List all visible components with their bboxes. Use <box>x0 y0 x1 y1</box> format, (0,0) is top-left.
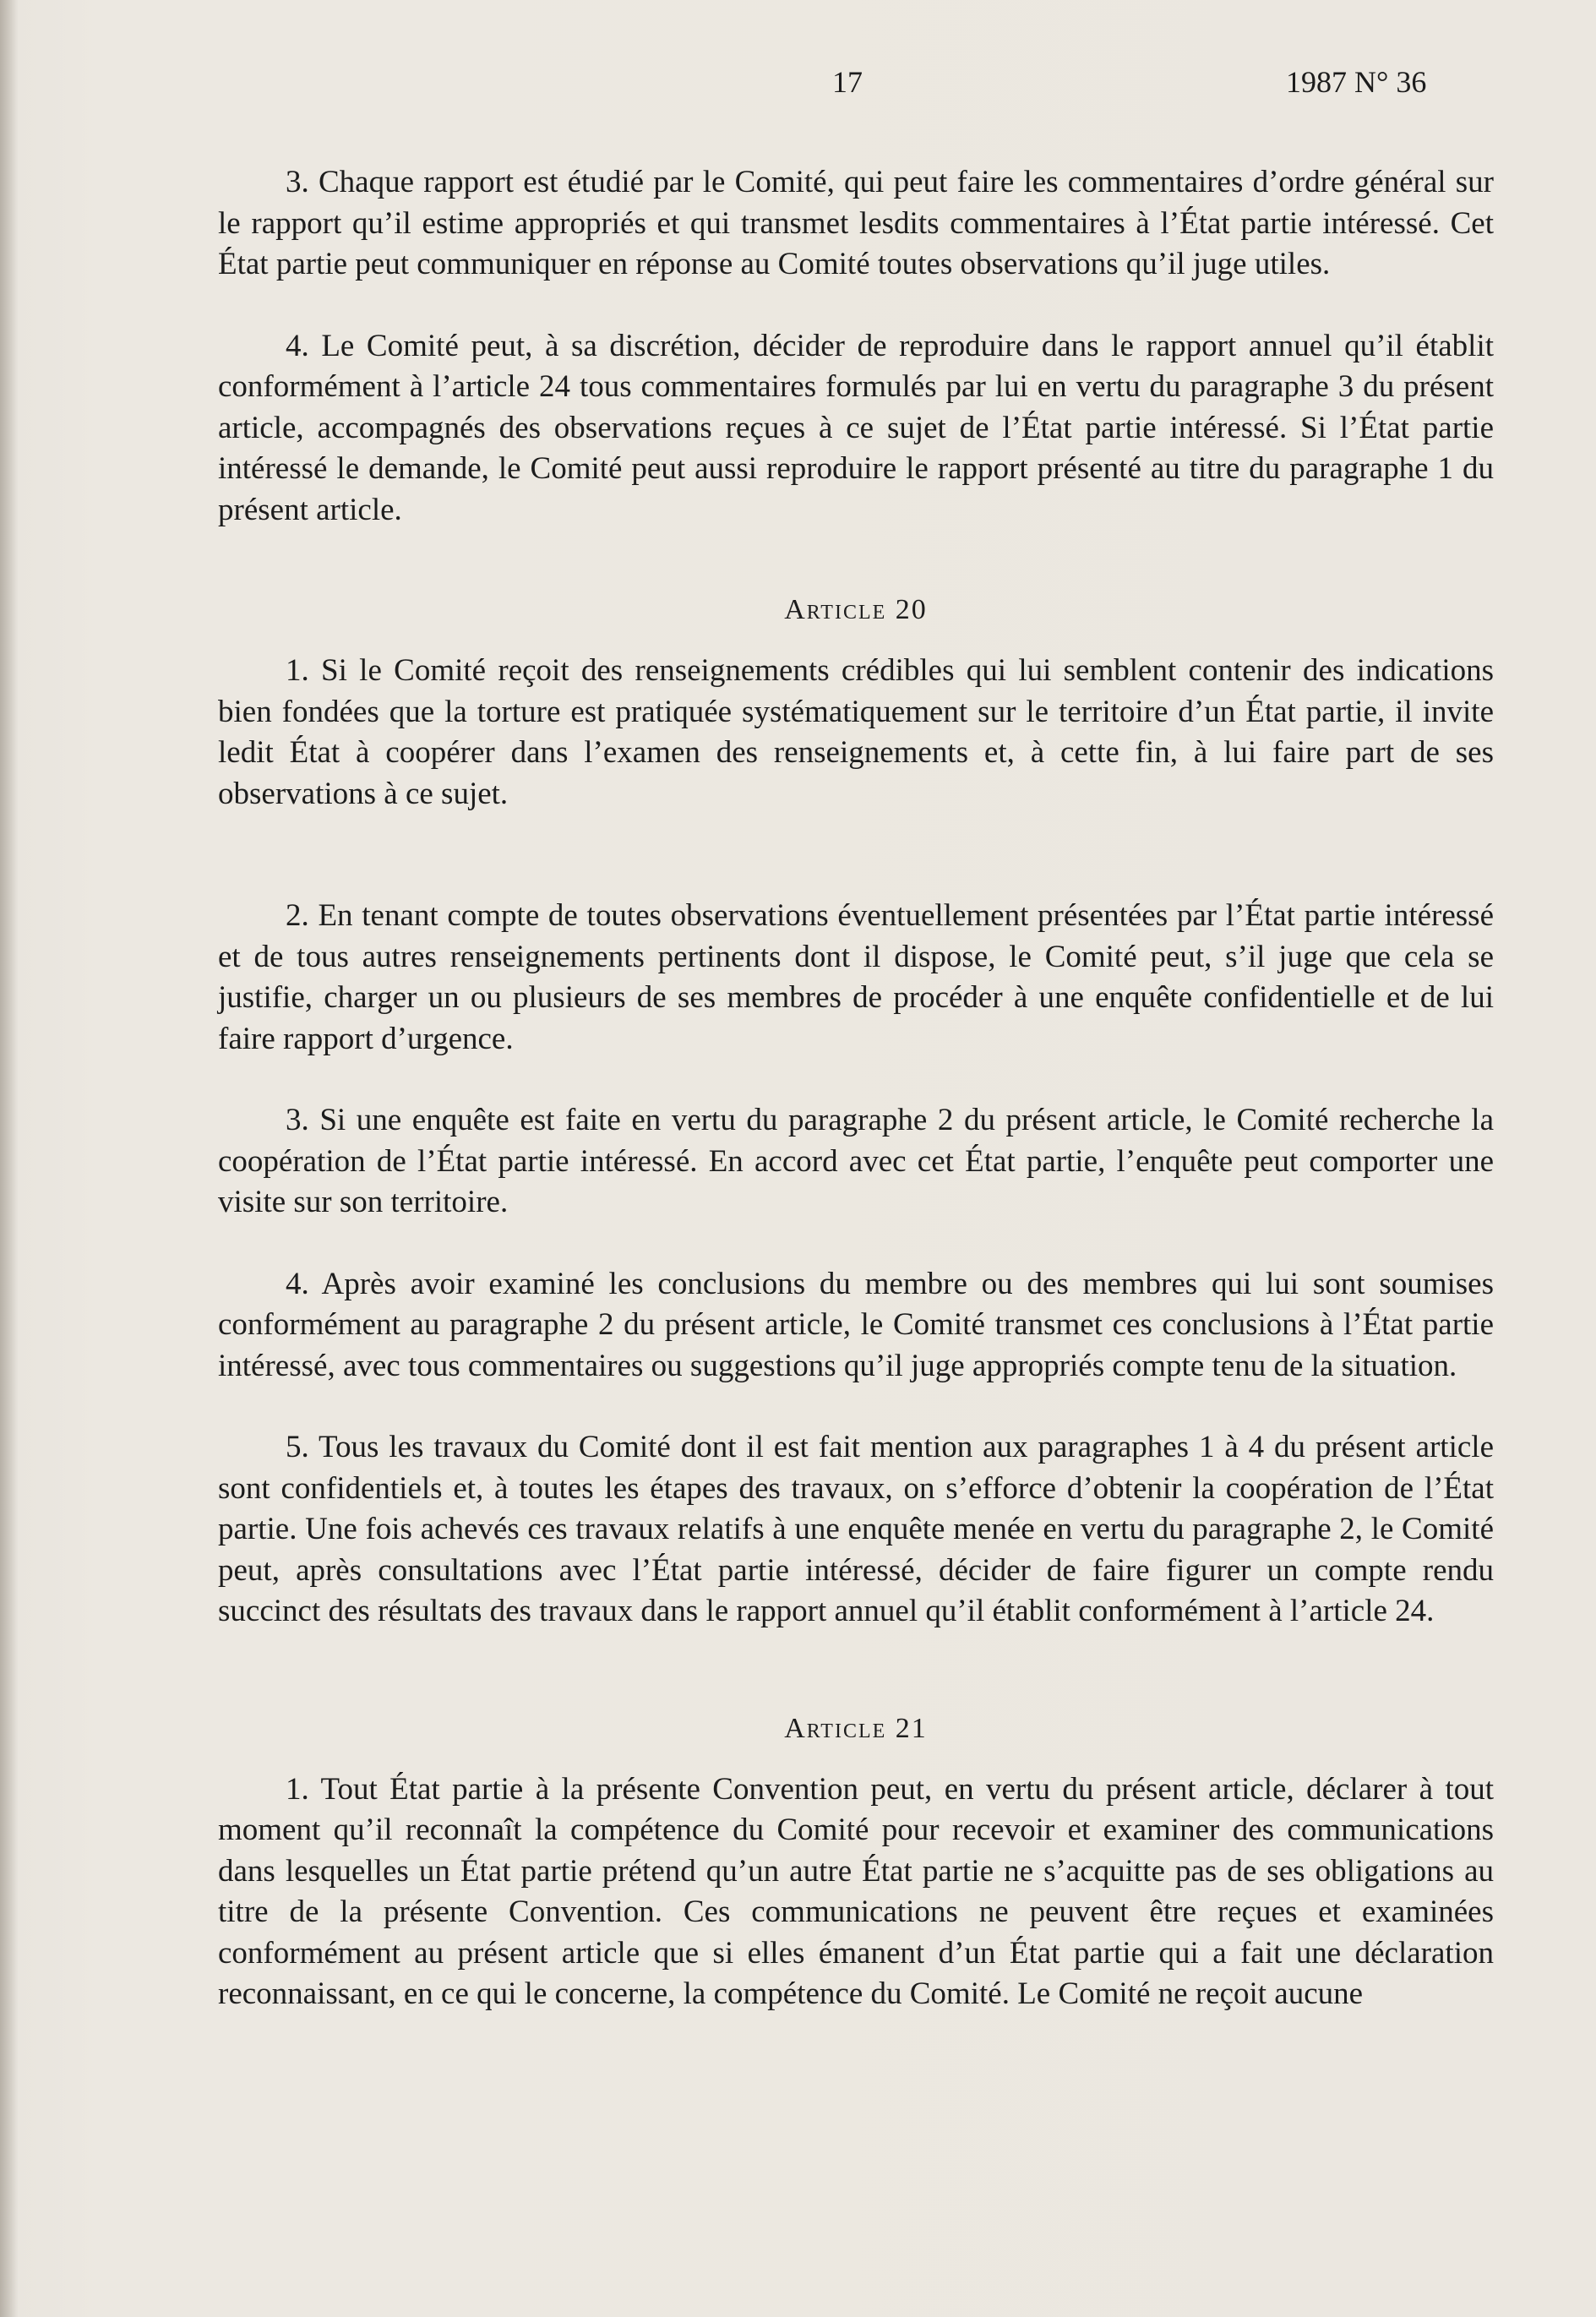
paragraph-20-4: 4. Après avoir examiné les conclusions du membre ou des membres qui lui sont soumises conformément au paragraphe 2 du présent article, le Comité transmet ces conclusions à l’État partie intéressé, avec tous commentaires ou suggestions qu’il juge appropriés compte tenu de la situation. <box>218 1266 1494 1383</box>
paragraph-20-5: 5. Tous les travaux du Comité dont il est fait mention aux paragraphes 1 à 4 du présent article sont confidentiels et, à toutes les étapes des travaux, on s’efforce d’obtenir la coopération de l’État partie. Une fois achevés ces travaux relatifs à une enquête menée en vertu du paragraphe 2, le Comité peut, après consultations avec l’État partie intéressé, décider de faire figurer un compte rendu succinct des résultats des travaux dans le rapport annuel qu’il établit conformément à l’article 24. <box>218 1430 1494 1628</box>
paragraph-19-3: 3. Chaque rapport est étudié par le Comité, qui peut faire les commentaires d’ordre général sur le rapport qu’il estime appropriés et qui transmet lesdits commentaires à l’État partie intéressé. Cet État partie peut communiquer en réponse au Comité toutes observations qu’il juge utiles. <box>218 165 1494 281</box>
binding-shadow <box>0 0 19 2317</box>
page-number: 17 <box>832 65 863 99</box>
document-reference: 1987 N° 36 <box>1286 65 1427 99</box>
paragraph-20-1: 1. Si le Comité reçoit des renseignements crédibles qui lui semblent contenir des indications bien fondées que la torture est pratiquée systématiquement sur le territoire d’un État partie, il invite ledit État à coopérer dans l’examen des renseignements et, à cette fin, à lui faire part de ses observations à ce sujet. <box>218 653 1494 811</box>
paragraph-20-2: 2. En tenant compte de toutes observations éventuellement présentées par l’État partie intéressé et de tous autres renseignements pertinents dont il dispose, le Comité peut, s’il juge que cela se justifie, charger un ou plusieurs de ses membres de procéder à une enquête confidentielle et de lui faire rapport d’urgence. <box>218 898 1494 1056</box>
page-header <box>0 64 1596 106</box>
page-body <box>218 162 1494 2056</box>
article-20-heading: Article 20 <box>784 594 928 625</box>
paragraph-20-3: 3. Si une enquête est faite en vertu du paragraphe 2 du présent article, le Comité recherche la coopération de l’État partie intéressé. En accord avec cet État partie, l’enquête peut comporter une visite sur son territoire. <box>218 1103 1494 1219</box>
paragraph-21-1: 1. Tout État partie à la présente Convention peut, en vertu du présent article, déclarer à tout moment qu’il reconnaît la compétence du Comité pour recevoir et examiner des communications dans lesquelles un État partie prétend qu’un autre État partie ne s’acquitte pas de ses obligations au titre de la présente Convention. Ces communications ne peuvent être reçues et examinées conformément au présent article que si elles émanent d’un État partie qui a fait une déclaration reconnaissant, en ce qui le concerne, la compétence du Comité. Le Comité ne reçoit aucune <box>218 1771 1494 2011</box>
article-21-heading: Article 21 <box>784 1712 928 1744</box>
paragraph-19-4: 4. Le Comité peut, à sa discrétion, décider de reproduire dans le rapport annuel qu’il établit conformément à l’article 24 tous commentaires formulés par lui en vertu du paragraphe 3 du présent article, accompagnés des observations reçues à ce sujet de l’État partie intéressé. Si l’État partie intéressé le demande, le Comité peut aussi reproduire le rapport présenté au titre du paragraphe 1 du présent article. <box>218 328 1494 527</box>
